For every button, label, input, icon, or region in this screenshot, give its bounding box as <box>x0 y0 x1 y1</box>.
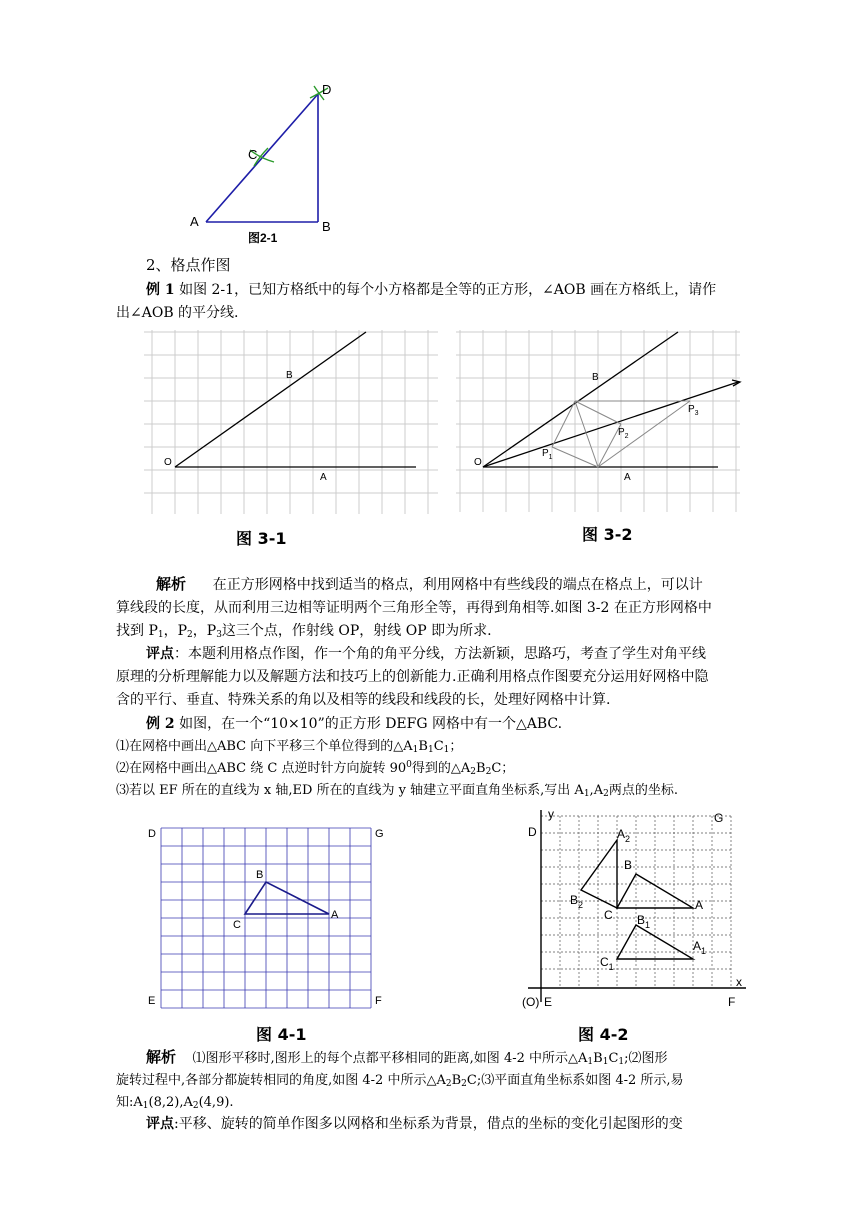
example2-line1 <box>146 713 562 736</box>
fig42-label-a1: $A_1$ <box>693 939 707 956</box>
example1-line1 <box>146 279 716 302</box>
fig42-label-y: y <box>548 807 554 821</box>
fig42-label-d: D <box>528 825 537 839</box>
fig41-label-e: E <box>148 995 156 1007</box>
analysis1-title: 解析 <box>156 575 187 593</box>
analysis1-text3a: 找到 P <box>116 623 158 639</box>
comment1-line2: 原理的分析理解能力以及解题方法和技巧上的创新能力.正确利用格点作图要充分运用好网格中隐 <box>116 669 709 685</box>
a2-sub-5: 2 <box>461 1079 467 1089</box>
q2-sub-a: 2 <box>470 767 477 777</box>
analysis2-coord2: (4,9). <box>198 1095 234 1110</box>
fig32-label-b: B <box>592 372 599 383</box>
a2-b: B <box>593 1051 603 1066</box>
fig42-label-c1: $C_1$ <box>600 955 614 972</box>
comment2-line1 <box>146 1113 683 1136</box>
comment2-text1: :平移、旋转的简单作图多以网格和坐标系为背景，借点的坐标的变化引起图形的变 <box>174 1116 683 1132</box>
fig32-label-p1: $P_1$ <box>542 448 553 461</box>
a2-sub-3: 1 <box>618 1057 625 1067</box>
q3-text: ⑶若以 EF 所在的直线为 x 轴,ED 所在的直线为 y 轴建立平面直角坐标系,写出 A <box>116 783 584 798</box>
analysis1-line3 <box>116 620 492 643</box>
fig31-label-a: A <box>320 472 327 483</box>
example2-q3 <box>116 779 678 802</box>
a2-sub-4: 2 <box>445 1079 452 1089</box>
q3-end: 两点的坐标. <box>608 783 678 798</box>
a2-sub-7: 2 <box>192 1101 199 1111</box>
fig41-label-g: G <box>375 828 384 840</box>
q3-a: A <box>593 783 604 798</box>
fig32-label-p3: $P_3$ <box>688 404 699 417</box>
analysis1-text3b: 这三个点，作射线 OP，射线 OP 即为所求. <box>221 623 492 639</box>
q2-mid: 得到的△A <box>411 761 471 776</box>
fig42-label-e: E <box>544 995 553 1009</box>
figure-4-1 <box>140 818 400 1018</box>
fig21-label-c: C <box>248 147 258 162</box>
fig42-label-b1: $B_1$ <box>637 913 651 930</box>
fig41-label-a: A <box>331 909 339 921</box>
analysis2-coord1: (8,2),A <box>148 1095 193 1110</box>
section-heading: 2、格点作图 <box>146 256 231 274</box>
figure-3-1 <box>144 330 440 520</box>
fig42-label-a: A <box>695 898 704 912</box>
analysis2-text3: 知:A <box>116 1095 143 1110</box>
fig42-label-b2: $B_2$ <box>570 893 584 910</box>
a2-c: C <box>608 1051 619 1066</box>
fig21-caption: 图2-1 <box>248 231 278 245</box>
q2-c: C <box>491 761 502 776</box>
q3-sub-2: 2 <box>603 789 609 799</box>
figure-4-2 <box>518 806 762 1018</box>
fig42-label-o: (O) <box>522 995 540 1009</box>
fig21-label-b: B <box>322 219 331 234</box>
figure-3-2 <box>456 330 746 516</box>
example2-title: 例 2 <box>146 716 175 732</box>
example2-q1 <box>116 735 462 758</box>
fig41-caption: 图 4-1 <box>256 1025 307 1044</box>
example2-intro: 如图，在一个“10×10”的正方形 DEFG 网格中有一个△ABC. <box>174 716 563 732</box>
fig32-label-o: O <box>474 457 482 468</box>
q1-sub-a: 1 <box>412 745 419 755</box>
analysis2-text2: 旋转过程中,各部分都旋转相同的角度,如图 4-2 中所示△A <box>116 1073 446 1088</box>
analysis2-text1b: ;⑵图形 <box>624 1051 668 1066</box>
sub-2: 2 <box>187 630 193 640</box>
fig42-label-c: C <box>604 908 613 922</box>
q1-text: ⑴在网格中画出△ABC 向下平移三个单位得到的△A <box>116 739 413 754</box>
sub-3: 3 <box>216 630 222 640</box>
analysis1-line2: 算线段的长度，从而利用三边相等证明两个三角形全等，再得到角相等.如图 3-2 在正方形网格中 <box>116 600 712 616</box>
sep-1: ，P <box>163 623 188 639</box>
comment2-title: 评点 <box>146 1116 174 1132</box>
fig42-label-x: x <box>736 975 742 989</box>
fig41-label-f: F <box>375 995 382 1007</box>
sep-2: ，P <box>192 623 217 639</box>
q2-degree: 0 <box>406 760 412 770</box>
q1-end: ； <box>449 739 463 754</box>
fig31-label-b: B <box>286 370 293 381</box>
comment1-line3: 含的平行、垂直、特殊关系的角以及相等的线段和线段的长，处理好网格中计算. <box>116 692 611 708</box>
fig42-label-f: F <box>728 995 736 1009</box>
q1-sub-c: 1 <box>443 745 450 755</box>
a2-sub-6: 1 <box>142 1101 149 1111</box>
q3-sub-1: 1 <box>583 789 590 799</box>
a2-sub-2: 1 <box>602 1057 609 1067</box>
comment1-line1 <box>146 643 706 666</box>
q1-b: B <box>418 739 428 754</box>
analysis2-text2b: C;⑶平面直角坐标系如图 4-2 所示,易 <box>466 1073 684 1088</box>
sub-1: 1 <box>157 630 164 640</box>
fig31-caption: 图 3-1 <box>236 529 287 548</box>
analysis2-line1 <box>146 1046 668 1070</box>
fig42-label-b: B <box>624 858 633 872</box>
a2-sub-1: 1 <box>587 1057 594 1067</box>
fig32-label-p2: $P_2$ <box>618 427 629 440</box>
q2-b: B <box>476 761 486 776</box>
fig21-label-d: D <box>322 82 332 97</box>
q1-sub-b: 1 <box>427 745 434 755</box>
fig41-label-d: D <box>148 828 156 840</box>
a2-b2: B <box>451 1073 462 1088</box>
q1-c: C <box>433 739 444 754</box>
q2-sub-b: 2 <box>485 767 492 777</box>
fig32-label-a: A <box>624 472 631 483</box>
analysis1-text1: 在正方形网格中找到适当的格点，利用网格中有些线段的端点在格点上，可以计 <box>212 577 703 593</box>
analysis2-text1: ⑴图形平移时,图形上的每个点都平移相同的距离,如图 4-2 中所示△A <box>192 1051 588 1066</box>
example1-line2: 出∠AOB 的平分线. <box>116 305 239 321</box>
q2-text: ⑵在网格中画出△ABC 绕 C 点逆时针方向旋转 90 <box>116 761 407 776</box>
q3-comma: , <box>589 783 594 798</box>
analysis2-line2 <box>116 1069 684 1092</box>
analysis2-line3 <box>116 1091 234 1114</box>
analysis1-line1 <box>156 573 703 597</box>
comment1-text1: ：本题利用格点作图，作一个角的角平分线，方法新颖，思路巧，考查了学生对角平线 <box>174 646 706 662</box>
fig41-label-c: C <box>233 919 241 931</box>
fig42-label-a2: $A_2$ <box>617 827 631 844</box>
fig42-label-g: G <box>714 811 724 825</box>
comment1-title: 评点 <box>146 646 174 662</box>
fig42-caption: 图 4-2 <box>578 1025 629 1044</box>
fig32-caption: 图 3-2 <box>582 525 633 544</box>
example1-title: 例 1 <box>146 282 175 298</box>
fig21-label-a: A <box>190 214 199 229</box>
q2-end: ； <box>501 761 515 776</box>
fig31-label-o: O <box>164 457 172 468</box>
fig41-label-b: B <box>256 869 264 881</box>
analysis2-title: 解析 <box>146 1048 177 1066</box>
example2-q2 <box>116 757 514 780</box>
figure-2-1 <box>180 78 350 248</box>
example1-text-a: 如图 2-1，已知方格纸中的每个小方格都是全等的正方形，∠AOB 画在方格纸上，请作 <box>174 282 717 298</box>
